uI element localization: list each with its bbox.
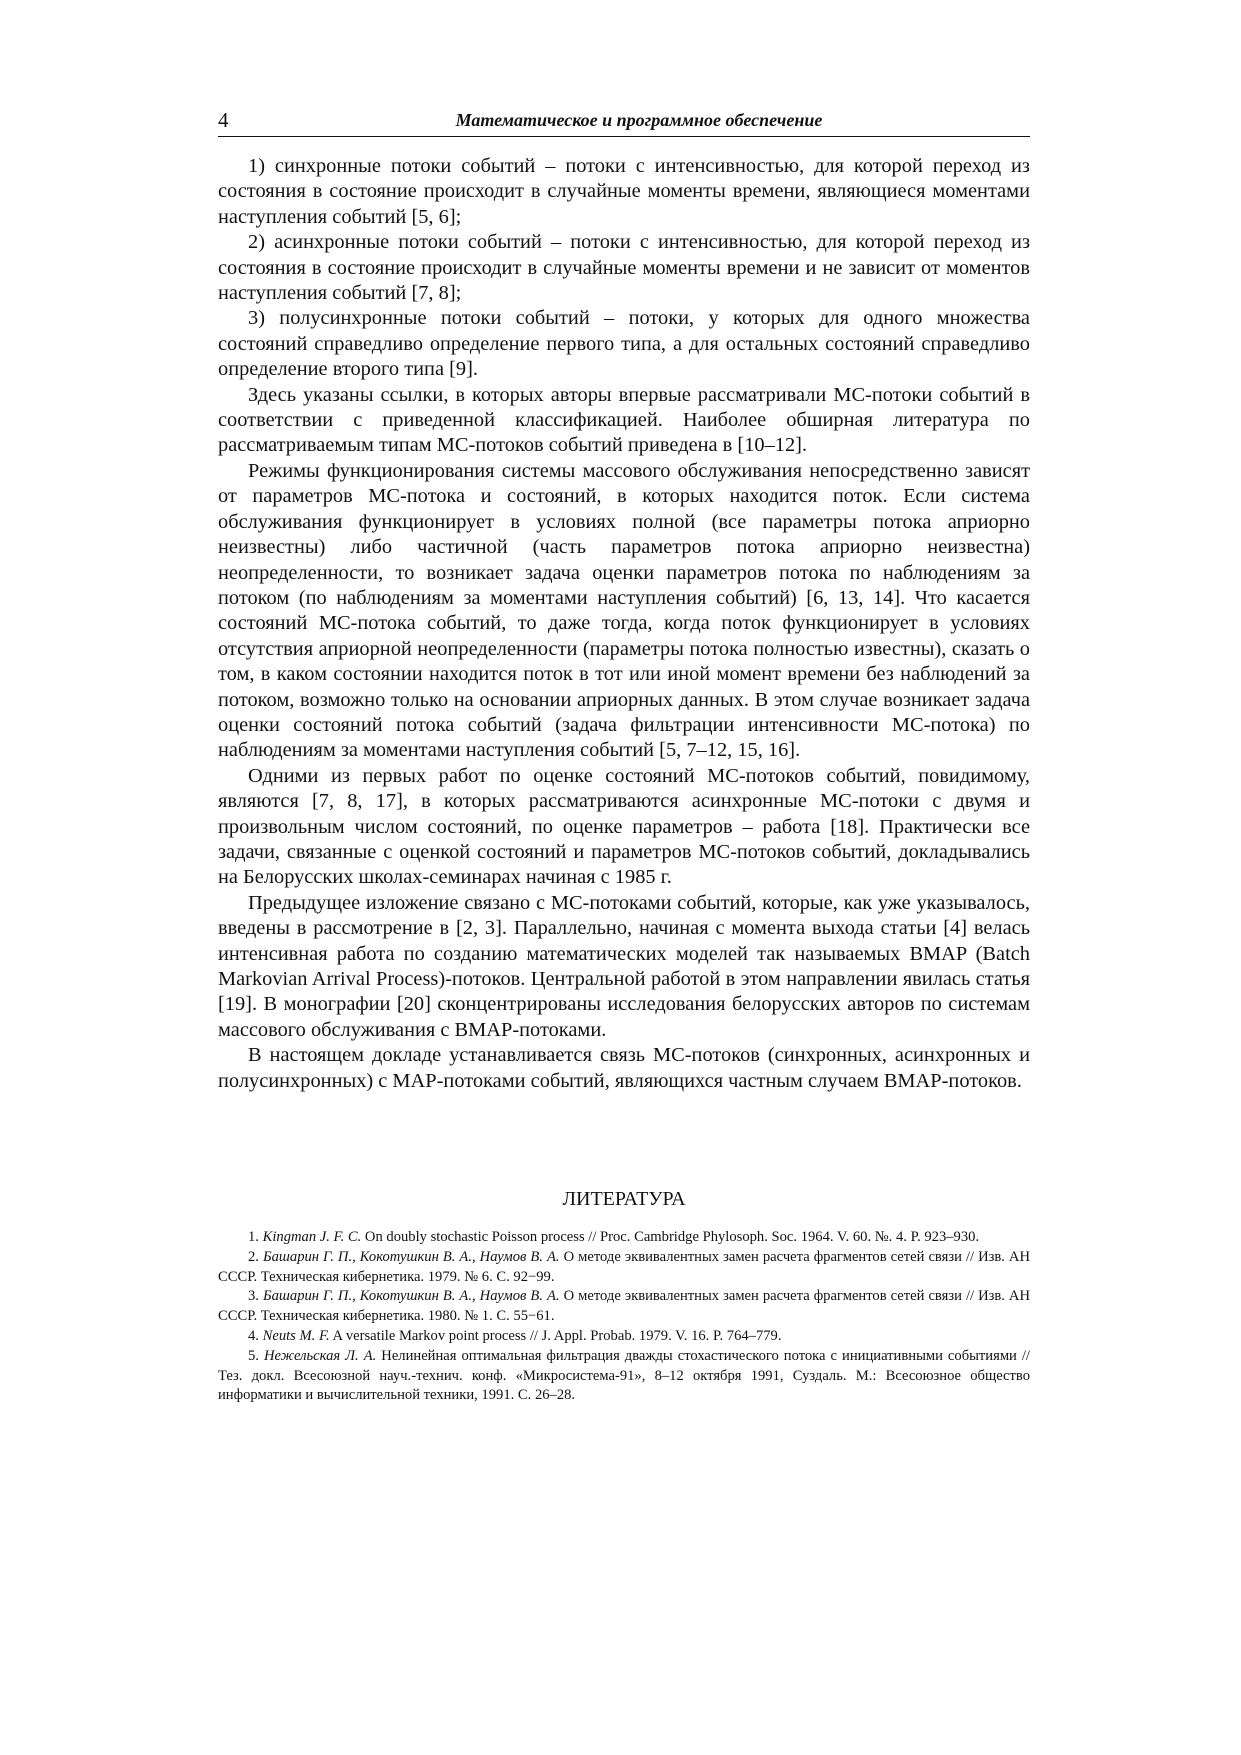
paragraph: Предыдущее изложение связано с МС-потоками событий, которые, как уже указывалось, введены в рассмотрение в [2, 3]. Параллельно, начиная с момента выхода статьи [4] велась интенсивная работа по созданию математических моделей так называемых BMAP (Batch Markovian Arrival Process)-потоков. Центральной работой в этом направлении явилась статья [19]. В монографии [20] сконцентрированы исследования белорусских авторов по системам массового обслуживания с BMAP-потоками.: [218, 891, 1030, 1041]
reference-item: [218, 1347, 1030, 1406]
reference-number: 2.: [248, 1248, 259, 1265]
references-heading: ЛИТЕРАТУРА: [562, 1188, 686, 1210]
reference-authors: Neuts M. F.: [262, 1327, 330, 1344]
reference-text: A versatile Markov point process // J. Appl. Probab. 1979. V. 16. P. 764–779.: [332, 1327, 782, 1344]
reference-authors: Нежельская Л. А.: [263, 1347, 377, 1364]
paragraph: 1) синхронные потоки событий – потоки с интенсивностью, для которой переход из состояния в состояние происходит в случайные моменты времени, являющиеся моментами наступления событий [5, 6];: [218, 155, 1030, 228]
reference-authors: Башарин Г. П., Кокотушкин В. А., Наумов В. А.: [262, 1248, 560, 1265]
paragraph: Одними из первых работ по оценке состояний МС-потоков событий, повидимому, являются [7, 8, 17], в которых рассматриваются асинхронные МС-потоки с двумя и произвольным числом состояний, по оценке параметров – работа [18]. Практически все задачи, связанные с оценкой состояний и параметров МС-потоков событий, докладывались на Белорусских школах-семинарах начиная с 1985 г.: [218, 764, 1030, 889]
body-text: [218, 154, 1030, 1094]
paragraph: 3) полусинхронные потоки событий – потоки, у которых для одного множества состояний справедливо определение первого типа, а для остальных состояний справедливо определение второго типа [9].: [218, 307, 1030, 381]
paragraph: В настоящем докладе устанавливается связь МС-потоков (синхронных, асинхронных и полусинхронных) с MAP-потоками событий, являющихся частным случаем BMAP-потоков.: [218, 1044, 1030, 1092]
paragraph: 2) асинхронные потоки событий – потоки с интенсивностью, для которой переход из состояния в состояние происходит в случайные моменты времени и не зависит от моментов наступления событий [7, 8];: [218, 231, 1030, 305]
paragraph: Режимы функционирования системы массового обслуживания непосредственно зависят от параметров МС-потока и состояний, в которых находится поток. Если система обслуживания функционирует в условиях полной (все параметры потока априорно неизвестны) либо частичной (часть параметров потока априорно неизвестна) неопределенности, то возникает задача оценки параметров потока по наблюдениям за потоком (по наблюдениям за моментами наступления событий) [6, 13, 14]. Что касается состояний МС-потока событий, то даже тогда, когда поток функционирует в условиях отсутствия априорной неопределенности (параметры потока полностью известны), сказать о том, в каком состоянии находится поток в тот или иной момент времени без наблюдений за потоком, возможно только на основании априорных данных. В этом случае возникает задача оценки состояний потока событий (задача фильтрации интенсивности МС-потока) по наблюдениям за моментами наступления событий [5, 7–12, 15, 16].: [218, 459, 1030, 762]
page-number: 4: [218, 108, 229, 132]
reference-item: [218, 1248, 1030, 1288]
reference-text: On doubly stochastic Poisson process // Proc. Cambridge Phylosoph. Soc. 1964. V. 60. №. 4. P. 923–930.: [364, 1229, 980, 1245]
reference-text: О методе эквивалентных замен расчета фрагментов сетей связи // Изв. АН СССР. Техническая кибернетика. 1980. № 1. С. 55−61.: [218, 1288, 1031, 1325]
reference-text: Нелинейная оптимальная фильтрация дважды стохастического потока с инициативными событиями // Тез. докл. Всесоюзной науч.-технич. конф. «Микросистема-91», 8–12 октября 1991, Суздаль. М.: Всесоюзное общество информатики и вычислительной техники, 1991. С. 26–28.: [218, 1347, 1030, 1404]
reference-authors: Башарин Г. П., Кокотушкин В. А., Наумов В. А.: [262, 1288, 560, 1305]
reference-number: 4.: [248, 1327, 259, 1344]
paragraph: Здесь указаны ссылки, в которых авторы впервые рассматривали МС-потоки событий в соответствии с приведенной классификацией. Наиболее обширная литература по рассматриваемым типам МС-потоков событий приведена в [10–12].: [218, 383, 1030, 457]
reference-item: [218, 1228, 1030, 1248]
page-header: [218, 104, 1030, 137]
running-title: Математическое и программное обеспечение: [455, 110, 823, 130]
reference-number: 1.: [248, 1229, 259, 1245]
reference-number: 3.: [248, 1288, 259, 1305]
references-list: [218, 1228, 1030, 1406]
reference-authors: Kingman J. F. C.: [262, 1229, 362, 1245]
reference-text: О методе эквивалентных замен расчета фрагментов сетей связи // Изв. АН СССР. Техническая кибернетика. 1979. № 6. С. 92−99.: [218, 1248, 1031, 1285]
reference-item: [218, 1327, 1030, 1347]
reference-item: [218, 1287, 1030, 1327]
reference-number: 5.: [248, 1347, 259, 1364]
